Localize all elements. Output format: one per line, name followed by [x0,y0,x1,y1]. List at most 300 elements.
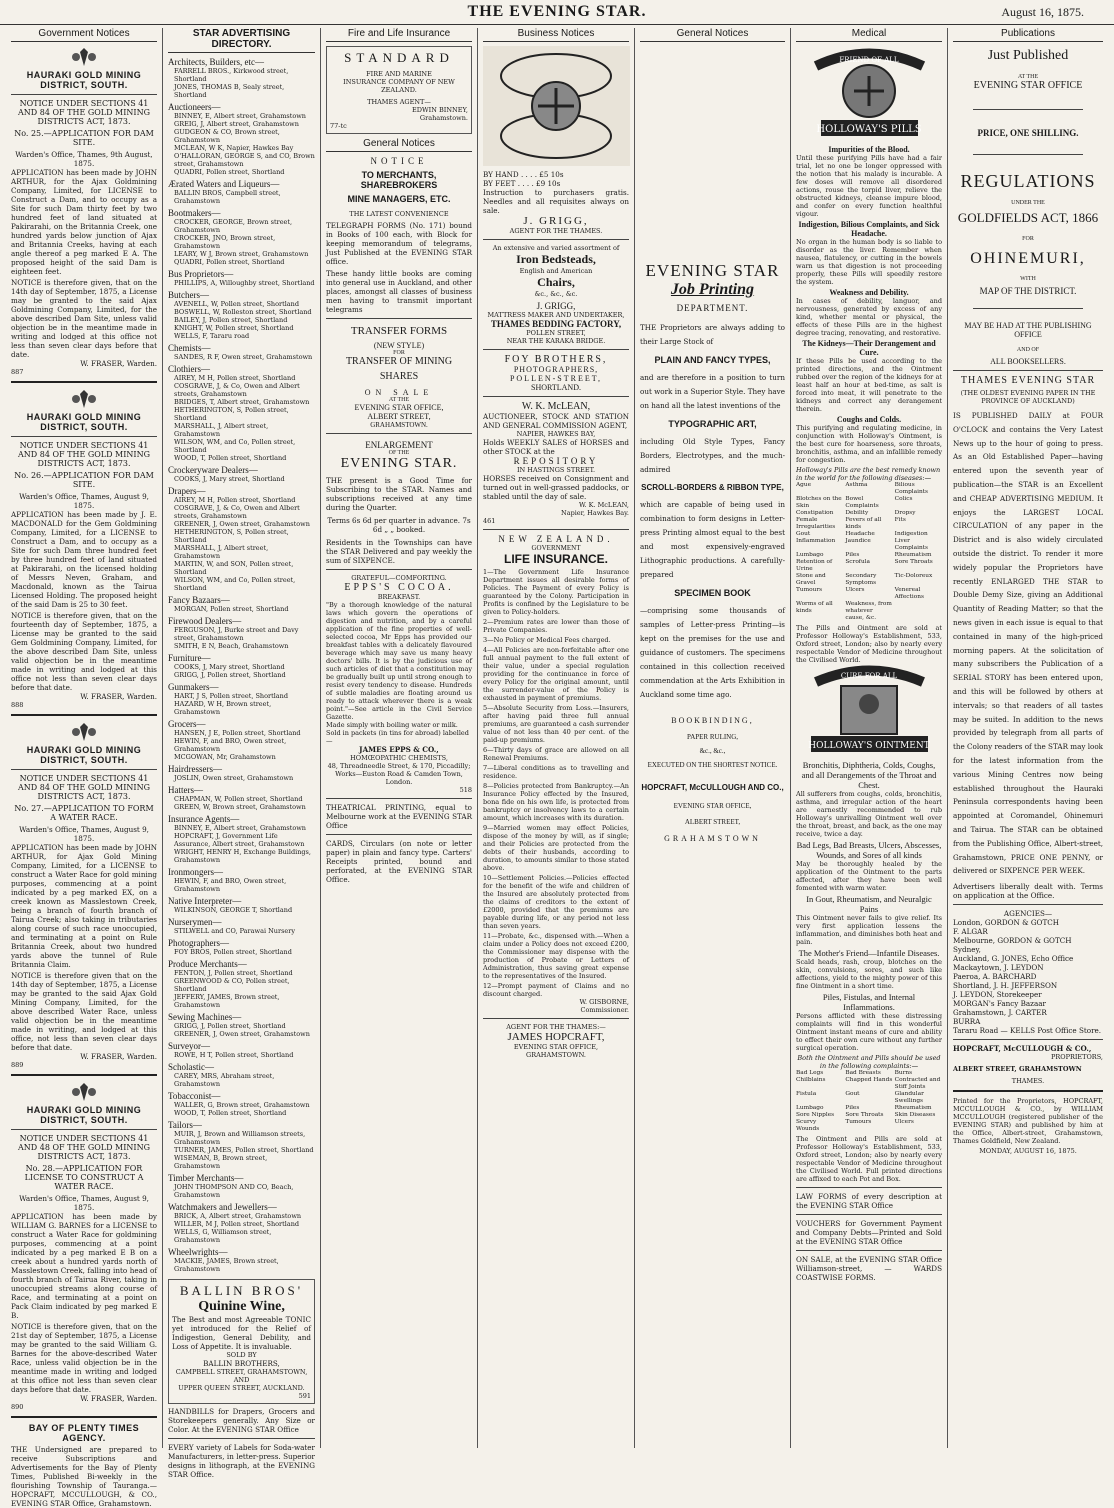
insurance-ref-number: 77-tc [330,122,347,130]
notice-title: HAURAKI GOLD MINING DISTRICT, SOUTH. [26,1105,142,1125]
mattress-maker: MATTRESS MAKER AND UNDERTAKER, [487,311,625,319]
disease-item: Fits [894,517,906,523]
printing-plain: PLAIN AND FANCY TYPES, [654,355,771,365]
mclean-sign: W. K. McLEAN, [578,501,629,509]
disease-item: Debility [845,510,869,516]
pollen-street: POLLEN STREET, [526,329,586,337]
foy-town: SHORTLAND. [531,383,581,392]
transfer-street: ALBERT STREET, [367,412,431,421]
printing-p5: —comprising some thousands of samples of Letter-press Printing—is kept on the premises for the use and guidance of customers. The specimens contained in this collection received commendation at the Arts Exhibition in Auckland some time ago. [640,606,785,699]
complaint-item: Sore Nipples [796,1112,835,1118]
cocoa-body: "By a thorough knowledge of the natural laws which govern the operations of digestion and nutrition, and by a careful application of the fine properties of well-selected cocoa, Mr Epps has provided our breakfast tables with a delicately flavoured beverage which may save us many heavy doctors' bills. It is by the judicious use of such articles of diet that a constitution may be gradually built up until strong enough to resist every tendency to disease. Hundreds of subtle maladies are floating around us ready to attack wherever there is a weak point."—See article in the Civil Service Gazette. [326,601,472,721]
directory-entry: AIREY, M H, Pollen street, Shortland [174,496,296,504]
cocoa-sold: Sold in packets (in tins for abroad) labelled— [326,729,469,745]
coat-of-arms-icon [69,1081,99,1103]
directory-entry: STILWELL and CO, Parawai Nursery [174,927,296,935]
cocoa-address: 48, Threadneedle Street, & 170, Piccadilly; Works—Euston Road & Camden Town, London. [327,762,471,786]
insurance-sub-1: FIRE AND MARINE [366,70,432,78]
printing-ruling: PAPER RULING, [686,733,739,741]
foy-sub: PHOTOGRAPHERS, [513,365,599,374]
directory-entry: AVENELL, W, Pollen street, Shortland [174,300,300,308]
piles-heading: Piles, Fistulas, and Internal Inflammations. [822,992,916,1012]
complaint-item: Gout [845,1091,860,1097]
printing-binding: BOOKBINDING, [671,716,754,725]
impurities-heading: Impurities of the Blood. [828,145,910,154]
disease-item: Blotches on the Skin [796,496,842,509]
directory-entry: WILLER, M J, Pollen street, Shortland [174,1220,300,1228]
disease-item: Rheumatism [894,552,932,558]
directory-entry: FENTON, J, Pollen street, Shortland [174,969,293,977]
both-intro: Both the Ointment and Pills should be used in the following complaints:— [797,1054,941,1070]
directory-category: Ironmongers— [168,867,223,877]
notice-number: No. 26.—APPLICATION FOR DAM SITE. [14,471,154,489]
directory-category: Nurserymen— [168,917,222,927]
notice-body-2: NOTICE is therefore given, that on the 14th day of September, 1875, a License may be granted to the said Ajax Goldmining Company, Limited, for the above described Dam Site, unless valid objection be in the meantime made in writing and lodged at this office not less than seven clear days before that date. [11,278,157,359]
life-insurance-item: 4—All Policies are non-forfeitable after one full annual payment to the full extent of their value, under a special regulation providing for the continuance in force of every Policy for the original amount, until the surrender-value of the Policy is exhausted in payment of premiums. [483,646,629,702]
directory-entry: MORGAN, Pollen street, Shortland [174,605,289,613]
chairs: Chairs, [537,275,575,289]
directory-category: Drapers— [168,486,206,496]
epps-cocoa-ad [326,574,472,794]
gov-notice-26 [11,388,157,709]
mclean-holds: Holds WEEKLY SALES of HORSES and other STOCK at the [483,438,629,456]
printing-p3: including Old Style Types, Fancy Borders, Electrotypes, and the much-admired [640,437,785,474]
complaint-item: Chilblains [796,1077,826,1083]
ad-body: The Best and most Agreeable TONIC yet introduced for the Relief of Indigestion, General Debility, and Loss of Appetite. It is invaluable. [172,1315,311,1351]
directory-category: Sewing Machines— [168,1012,242,1022]
agency-body: THE Undersigned are prepared to receive Subscriptions and Advertisements for the Bay of Plenty Times, Published Bi-weekly in the flourishing Township of Tauranga.—HOPCRAFT, MCCULLOUGH, & CO., EVENING STAR Office, Grahamstown. [11,1445,157,1508]
mclean-horses: HORSES received on Consignment and turned out in well-grassed paddocks, or stabled until the day of sale. [483,474,629,501]
indigestion-body: No organ in the human body is so liable to disorder as the liver. Remember when nausea, flatulency, or cutting in the bowels warn us that digestion is not proceeding properly, these Pills will speedily restore the system. [796,238,942,286]
transfer-title: TRANSFER FORMS [350,325,448,337]
life-insurance-item: 12—Prompt payment of Claims and no discount charged. [483,982,629,998]
coat-of-arms-icon [69,721,99,743]
directory-category: Chemists— [168,343,211,353]
notice-office: Warden's Office, Thames, August 9, 1875. [19,1194,149,1212]
agency-entry: J. LEYDON, Storekeeper [953,990,1042,1000]
disease-item: Stone and Gravel [796,573,826,586]
directory-category: Clothiers— [168,364,210,374]
imprint: Printed for the Proprietors, HOPCRAFT, MCCULLOUGH & CO., by WILLIAM MCCULLOUGH (registered publisher of the EVENING STAR) and published by him at the Office, Albert-street, Grahamstown, Thames Goldfield, New Zealand. [953,1097,1103,1146]
life-insurance-item: 6—Thirty days of grace are allowed on all Renewal Premiums. [483,746,629,762]
printing-office: EVENING STAR OFFICE, [673,802,752,810]
column-header: STAR ADVERTISING DIRECTORY. [168,28,315,53]
printing-p2: and are therefore in a position to turn out work in a Superior Style. They have on hand all the latest inventions of the [640,373,785,410]
agency-entry: Shortland, J. H. JEFFERSON [953,981,1058,991]
ad-seller: BALLIN BROTHERS, [203,1359,280,1368]
ointment-banner-text: HOLLOWAY'S OINTMENT [808,741,930,751]
cocoa-company: JAMES EPPS & CO., [359,745,439,754]
disease-item: Piles [845,552,860,558]
complaint-item: Skin Diseases [894,1112,936,1118]
indigestion-heading: Indigestion, Bilious Complaints, and Sick Headache. [798,220,940,238]
life-insurance-item: 1—The Government Life Insurance Department issues all desirable forms of Policies. The Payment of every Policy is guaranteed by the Colony. Participation in Profits is confined by the Legislature to be given to Policy-holders. [483,568,629,616]
notice-office: Warden's Office, Thames, August 9, 1875. [19,492,149,510]
column-government-notices [6,28,163,1508]
directory-entry: BALLIN BROS, Campbell street, Grahamstown [174,189,281,205]
enlargement-body: THE present is a Good Time for Subscribing to the STAR. Names and subscriptions received at any time during the Quarter. [326,476,472,512]
crest-banner-text: HOLLOWAY'S PILLS [816,124,922,135]
disease-item: Jaundice [845,538,871,544]
directory-entry: COSGRAVE, J, & Co, Owen and Albert streets, Grahamstown [174,504,300,520]
notice-signature: W. FRASER, Warden. [80,359,157,368]
transfer-shares: SHARES [379,371,419,382]
weakness-heading: Weakness and Debility. [829,288,909,297]
insurance-agent: THAMES AGENT— [367,98,431,106]
mclean-hastings: IN HASTINGS STREET. [516,466,596,474]
notice-body-2: NOTICE is therefore given that on the 14th day of September, 1875, a License may be granted to the said Ajax Gold Mining Company, Limited, for the above described Water Race, unless valid objection be in the meantime made in writing, and lodged at this office, not less than seven clear days before that date. [11,971,157,1052]
job-printing-ad [640,261,785,843]
complaint-item: Bad Legs [796,1070,824,1076]
enlargement-of: OF THE [388,450,410,456]
directory-category: Auctioneers— [168,102,221,112]
pubs-street: ALBERT STREET, GRAHAMSTOWN [953,1065,1082,1074]
disease-item: Weakness, from whatever cause, &c. [845,601,892,621]
life-role: Commissioner. [580,1006,629,1014]
transfer-office: EVENING STAR OFFICE, [354,403,444,412]
agency-entry: MORGAN's Fancy Bazaar [953,999,1046,1009]
directory-entry: QUADRI, Pollen street, Shortland [174,258,285,266]
life-town: GRAHAMSTOWN. [526,1051,586,1059]
column-header: General Notices [640,28,785,42]
directory-entry: MACKIE, JAMES, Brown street, Grahamstown [174,1257,279,1273]
crest-ribbon-text: FRIEND OF ALL [839,56,899,64]
disease-item: Dropsy [894,510,916,516]
coughs-heading: Coughs and Colds. [836,415,902,424]
ad-sold: SOLD BY [226,1351,257,1359]
pubs-for: FOR [1022,236,1034,242]
final-note: The Ointment and Pills are sold at Professor Holloway's Establishment, 533, Oxford street, London; also by nearly every respectable Vendor of Medicine throughout the Civilised World. Full printed directions are affixed to each Pot and Box. [796,1135,942,1183]
grigg-sewing-ad [483,170,629,235]
iron-bedsteads: Iron Bedsteads, [516,252,596,266]
notice-heading: NOTICE [370,156,428,166]
agency-entry: Sydney, [953,945,981,955]
printing-job: Job Printing [670,281,755,298]
directory-entry: WRIGHT, HENRY H, Exchange Buildings, Grahamstown [174,848,311,864]
directory-entry: LEARY, W J, Brown street, Grahamstown [174,250,309,258]
mclean-auctioneer-ad [483,401,629,525]
directory-entry: AIREY, M H, Pollen street, Shortland [174,374,296,382]
pubs-and: AND OF [1016,347,1040,353]
cocoa-ref-number: 518 [459,786,472,794]
directory-entry: WELLS, G, Williamson street, Grahamstown [174,1228,272,1244]
enlargement-terms: Terms 6s 6d per quarter in advance. 7s 6d „ „ booked. [327,516,471,534]
complaint-item: Tumours [845,1119,872,1125]
kidneys-body: If these Pills be used according to the printed directions, and the Ointment rubbed over the region of the kidneys for at least half an hour at bed-time, as salt is forced into meat, it will penetrate to the kidneys and correct any derangement therein. [796,357,942,413]
disease-item: Sore Throats [894,559,933,565]
ballin-quinine-wine-ad [168,1279,315,1404]
insurance-agent-name: EDWIN BINNEY, [412,106,468,114]
complaint-item: Fistula [796,1091,817,1097]
life-insurance-item: 8—Policies protected from Bankruptcy.—An Insurance Policy effected by the Insured, bona fide on his own life, is protected from bankruptcy or insolvency laws to a certain amount, which increases with its duration. [483,782,629,822]
enlargement-paper: EVENING STAR. [340,456,458,471]
agency-entry: Melbourne, GORDON & GOTCH [953,936,1072,946]
directory-category: Tobacconist— [168,1091,221,1101]
directory-entry: HETHERINGTON, S, Pollen street, Shortland [174,528,289,544]
directory-entry: QUADRI, Pollen street, Shortland [174,168,285,176]
transfer-of: TRANSFER OF MINING [345,356,453,367]
notice-subtitle: NOTICE UNDER SECTIONS 41 AND 84 OF THE GOLD MINING DISTRICTS ACT, 1873. [18,774,150,801]
notice-body: APPLICATION has been made by WILLIAM G. BARNES for a LICENSE to construct a Water Race for goldmining purposes, commencing at a point indicated by a peg marked E B on a creek about a hundred yards north of Masslestown Creek, falling into head of fourth branch of Tairua River, taking in unoccupied streams along course of Race, and terminating at a point on Pack Claim indicated by peg marked E B. [11,1212,157,1320]
printing-scroll: SCROLL-BORDERS & RIBBON TYPE, [641,483,784,492]
notice-office: Warden's Office, Thames, August 9, 1875. [19,825,149,843]
directory-entry: MCLEAN, W K, Napier, Hawkes Bay [174,144,294,152]
grigg-agent: AGENT FOR THE THAMES. [509,227,603,235]
pubs-with: WITH [1020,276,1036,282]
directory-entry: MARTIN, W, and SON, Pollen street, Shortland [174,560,294,576]
agency-entry: Mackaytown, J. LEYDON [953,963,1044,973]
transfer-town: GRAHAMSTOWN. [370,421,428,429]
directory-category: Photographers— [168,938,229,948]
cocoa-title: EPPS'S COCOA. [344,582,454,593]
mclean-ref-number: 461 [483,517,496,525]
disease-item: Inflammation [796,538,836,544]
directory-entry: BRICK, A, Albert street, Grahamstown [174,1212,302,1220]
directory-entry: MCGOWAN, Mr, Grahamstown [174,753,276,761]
cards-printing-ad: CARDS, Circulars (on note or letter paper) in plain and fancy type. Carters' Receipts printed, bound and perforated, at the EVENING STAR Office. [326,839,472,884]
life-insurance-item: 3—No Policy or Medical Fees charged. [483,636,611,644]
complaint-item: Wounds [796,1126,820,1132]
printing-etc: &c., &c., [699,747,726,755]
insurance-sub-3: ZEALAND. [381,86,417,94]
column-business-notices [478,28,635,1448]
directory-entry: GREEN, W, Brown street, Grahamstown [174,803,306,811]
directory-category: Timber Merchants— [168,1173,244,1183]
printing-title: EVENING STAR [645,261,780,280]
complaint-item: Contracted and Stiff Joints [894,1077,941,1090]
directory-entry: COOKS, J, Mary street, Shortland [174,475,285,483]
thames-evening-star: THAMES EVENING STAR [960,375,1096,386]
directory-entry: KNIGHT, W, Pollen street, Shortland [174,324,294,332]
agencies-list [953,918,1103,1035]
bay-of-plenty-agency [11,1423,157,1508]
directory-category: Ærated Waters and Liqueurs— [168,179,280,189]
disease-item: Headache [845,531,875,537]
insurance-sub-2: INSURANCE COMPANY OF NEW [343,78,455,86]
oldest-paper: (THE OLDEST EVENING PAPER IN THE PROVINCE OF AUCKLAND) [960,389,1096,405]
column-advertising-directory [163,28,321,1479]
transfer-style: (NEW STYLE) [373,341,425,350]
directory-entry: HETHERINGTON, S, Pollen street, Shortland [174,406,289,422]
legs-body: May be thoroughly healed by the application of the Ointment to the parts affected, after they have been well fomented with warm water. [796,860,942,892]
directory-category: Native Interpreter— [168,896,242,906]
life-insurance-item: 9—Married women may effect Policies, dispose of the money by will, as if single; and their Policies are protected from the debts of their husbands, according to duration, to amounts similar to those stated above. [483,824,629,872]
directory-entry: FARRELL BROS., Kirkwood street, Shortland [174,67,289,83]
directory-entry: JEFFERY, JAMES, Brown street, Grahamstown [174,993,280,1009]
directory-entry: BINNEY, E, Albert street, Grahamstown [174,824,306,832]
directory-entry: HEWIN, F, and BRO, Owen street, Grahamstown [174,737,287,753]
directory-entry: WOOD, T, Pollen street, Shortland [174,454,287,462]
directory-entry: CROCKER, JNO, Brown street, Grahamstown [174,234,276,250]
extensive-text: An extensive and varied assortment of [492,244,620,252]
complaint-item: Scurvy [796,1119,817,1125]
directory-entry: HOPCRAFT, J, Government Life Assurance, Albert street, Grahamstown [174,832,305,848]
directory-category: Hairdressers— [168,764,222,774]
sewing-machine-engraving-icon [483,46,630,166]
section-header: General Notices [326,138,472,152]
notice-number: No. 28.—APPLICATION FOR LICENSE TO CONSTRUCT A WATER RACE. [24,1164,144,1191]
disease-item: Female Irregularities [796,517,836,530]
column-header: Fire and Life Insurance [326,28,472,42]
goldfields-act: GOLDFIELDS ACT, 1866 [957,210,1099,225]
directory-entry: TURNER, JAMES, Pollen street, Shortland [174,1146,314,1154]
directory-category: Hatters— [168,785,203,795]
agency-title: BAY OF PLENTY TIMES AGENCY. [28,1423,140,1443]
transfer-forms-ad [326,325,472,429]
life-government: GOVERNMENT [531,544,581,552]
issue-date: August 16, 1875. [1001,5,1084,19]
weakness-body: In cases of debility, languor, and nervousness, generated by excess of any kind, whether mental or physical, the effects of these Pills are in the highest degree tracing, renovating, and restorative. [796,297,942,337]
labels-ad: EVERY variety of Labels for Soda-water Manufacturers, in letter-press. Superior designs in lithograph, at the EVENING STAR Office. [168,1443,315,1479]
just-published: Just Published [987,48,1069,63]
foy-street: POLLEN-STREET, [509,374,603,383]
complaint-item: Bad Breasts [845,1070,881,1076]
complaint-item: Chapped Hands [845,1077,893,1083]
notice-subtitle: NOTICE UNDER SECTIONS 41 AND 84 OF THE GOLD MINING DISTRICTS ACT, 1873. [18,99,150,126]
notice-signature: W. FRASER, Warden. [80,1394,157,1403]
grigg-name-2: J. GRIGG, [536,301,576,311]
directory-entry: WOOD, T, Pollen street, Shortland [174,1109,287,1117]
vouchers-ad: VOUCHERS for Government Payment and Company Debts—Printed and Sold at the EVENING STAR Office [796,1219,942,1246]
notice-body: APPLICATION has been made by J. E. MACDONALD for the Gem Goldmining Company, Limited, for a LICENSE to Construct a Dam, and to occupy as a Site for such Dam three hundred feet by three hundred feet of land situated at Pakirarahi, on the licensed holding of Messrs Neven, Graham, and Macdonald, known as the Tairua Licensed Holding. The proposed height of the said Dam is 25 to 30 feet. [11,510,157,609]
pubs-map: MAP OF THE DISTRICT. [979,286,1077,296]
mother-heading: The Mother's Friend—Infantile Diseases. [798,948,940,958]
insurance-title: STANDARD [344,50,454,65]
directory-entry: GUDGEON & CO, Brown street, Grahamstown [174,128,280,144]
directory-entry: WALLER, G, Brown street, Grahamstown [174,1101,310,1109]
pills-note: The Pills and Ointment are sold at Professor Holloway's Establishment, 533, Oxford street, London; also by nearly every respectable Vendor of Medicine throughout the Civilised World. [796,624,942,664]
printing-town: GRAHAMSTOWN [664,834,761,843]
column-header: Business Notices [483,28,629,42]
ad-heading: BALLIN BROS' [179,1283,304,1298]
on-sale-ad: ON SALE, at the EVENING STAR Office Williamson-street, — WARDS COASTWISE FORMS. [796,1255,942,1282]
directory-entry: BRIDGES, T, Albert street, Grahamstown [174,398,310,406]
disease-item: Secondary Symptoms [845,573,877,586]
directory-entry: MARSHALL, J, Albert street, Grahamstown [174,422,269,438]
directory-list [168,57,315,1273]
directory-entry: WISEMAN, B, Brown street, Grahamstown [174,1154,268,1170]
coat-of-arms-icon [69,388,99,410]
advertisers-text: Advertisers liberally dealt with. Terms on application at the Office. [953,882,1103,901]
cocoa-made: Made simply with boiling water or milk. [326,721,458,729]
disease-item: Ulcers [845,587,865,593]
column-header: Government Notices [11,28,157,42]
directory-entry: CROCKER, GEORGE, Brown street, Grahamstown [174,218,293,234]
ohinemuri: OHINEMURI, [970,250,1086,267]
notice-subtitle: NOTICE UNDER SECTIONS 41 AND 48 OF THE GOLD MINING DISTRICTS ACT, 1873. [18,1134,150,1161]
disease-item: Gout [796,531,811,537]
notice-ref-number: 889 [11,1061,24,1069]
notice-subtitle: NOTICE UNDER SECTIONS 41 AND 84 OF THE GOLD MINING DISTRICTS ACT, 1873. [18,441,150,468]
newspaper-title: THE EVENING STAR. [467,3,647,20]
pubs-thames: THAMES. [1011,1077,1045,1086]
directory-entry: BINNEY, E, Albert street, Grahamstown [174,112,306,120]
directory-entry: JONES, THOMAS B, Sealy street, Shortland [174,83,285,99]
directory-entry: O'HALLORAN, GEORGE S, and CO, Brown street, Grahamstown [174,152,315,168]
latest-convenience: THE LATEST CONVENIENCE [349,210,449,218]
disease-item: Colics [894,496,913,502]
agency-entry: London, GORDON & GOTCH [953,918,1060,928]
near-bridge: NEAR THE KARAKA BRIDGE. [506,337,606,345]
notice-body: APPLICATION has been made by JOHN ARTHUR, for the Ajax Goldmining Company, Limited, for LICENSE to Construct a Dam, and to occupy as a Site for such Dam thirty feet by two hundred feet of land situated at Pakirarahi, on the Britannia Creek, one hundred yards below junction of Ajax and Britannia Creeks, having at each angle thereof a peg marked E A. The proposed height of the said Dam is eighteen feet. [11,168,157,276]
government-life-insurance-ad [483,534,629,1059]
directory-category: Produce Merchants— [168,959,247,969]
directory-entry: WILKINSON, GEORGE T, Shortland [174,906,293,914]
enlargement-title: ENLARGEMENT [365,440,433,450]
directory-entry: COOKS, J, Mary street, Shortland [174,663,285,671]
directory-category: Gunmakers— [168,682,219,692]
piles-body: Persons afflicted with these distressing complaints will find in this wonderful Ointment instant means of cure and ability to effect their own cure without any further surgical operation. [796,1012,942,1052]
holloways-pills-crest-icon [796,46,943,141]
agency-entry: Auckland, G. JONES, Echo Office [953,954,1074,964]
gov-notice-27 [11,721,157,1069]
notice-title: HAURAKI GOLD MINING DISTRICT, SOUTH. [26,412,142,432]
life-items-list [483,568,629,998]
disease-item: Bilious Complaints [894,482,928,495]
directory-entry: WILSON, WM, and Co, Pollen street, Shortland [174,438,296,454]
gov-notice-28 [11,1081,157,1411]
agency-entry: Tararu Road — KELLS Post Office Store. [953,1026,1102,1036]
agency-entry: Paeroa, A. BARCHARD [953,972,1037,982]
enlargement-residents: Residents in the Townships can have the STAR Delivered and pay weekly the sum of SIXPENCE. [326,538,472,565]
law-forms-ad: LAW FORMS of every description at the EVENING STAR Office [796,1192,942,1210]
directory-entry: HANSEN, J E, Pollen street, Shortland [174,729,301,737]
price-by-hand: BY HAND . . . . £5 10s [483,170,564,179]
printing-dept: DEPARTMENT. [676,303,749,313]
life-insurance-item: 5—Absolute Security from Loss.—Insurers, after having paid three full annual premiums, are guaranteed a cash surrender value of not less than 40 per cent. of the paid-up premiums. [483,704,629,744]
pubs-price: PRICE, ONE SHILLING. [977,128,1079,138]
agency-entry: Grahamstown, J. CARTER [953,1008,1047,1018]
notice-ref-number: 888 [11,701,24,709]
directory-entry: FERGUSON, J, Burke street and Davy street, Grahamstown [174,626,299,642]
foy-brothers-ad [483,354,629,392]
standard-insurance-ad [326,46,472,134]
notice-title: HAURAKI GOLD MINING DISTRICT, SOUTH. [26,745,142,765]
merchants-heading: TO MERCHANTS, SHAREBROKERS [360,170,438,190]
life-insurance-item: 10—Settlement Policies.—Policies effected for the benefit of the wife and children of the Insured are absolutely protected from the claims of creditors to the extent of £2000, provided that the premiums are payable during life, or any period not less than seven years. [483,874,629,930]
directory-entry: BOSWELL, W, Rolleston street, Shortland [174,308,312,316]
theatrical-printing-ad: THEATRICAL PRINTING, equal to Melbourne work at the EVENING STAR Office [326,803,472,830]
life-title: LIFE INSURANCE. [503,552,608,566]
disease-item: Ague [796,482,812,488]
notice-signature: W. FRASER, Warden. [80,1052,157,1061]
printing-executed: EXECUTED ON THE SHORTEST NOTICE. [647,761,778,769]
notice-office: Warden's Office, Thames, 9th August, 1875. [15,150,153,168]
directory-entry: WELLS, F, Tararu road [174,332,250,340]
directory-entry: GRIGG, J, Pollen street, Shortland [174,671,286,679]
directory-category: Surveyor— [168,1041,210,1051]
notice-ref-number: 887 [11,368,24,376]
telegraph-forms-text: TELEGRAPH FORMS (No. 171) bound in Books of 100 each, with Block for keeping memorandum of telegrams, Just Published at the EVENING STAR office. [326,221,472,266]
complaint-item: Sore Throats [845,1112,884,1118]
ad-ref-number: 591 [298,1392,311,1400]
ad-product: Quinine Wine, [198,1299,285,1314]
ad-address-2: UPPER QUEEN STREET, AUCKLAND. [178,1384,305,1392]
insurance-agent-place: Grahamstown. [419,114,468,122]
instruction-text: Instruction to purchasers gratis. Needles and all requisites always on sale. [483,188,629,215]
pubs-sellers: ALL BOOKSELLERS. [990,357,1066,366]
directory-category: Tailors— [168,1120,202,1130]
cocoa-breakfast: BREAKFAST. [377,593,421,601]
directory-entry: BAILEY, J, Pollen street, Shortland [174,316,288,324]
disease-item: Venereal Affections [894,587,924,600]
directory-entry: COSGRAVE, J, & Co, Owen and Albert streets, Grahamstown [174,382,300,398]
life-nz: NEW ZEALAND. [498,534,614,544]
enlargement-ad [326,440,472,565]
regulations-heading: REGULATIONS [960,171,1096,191]
gout-heading: In Gout, Rheumatism, and Neuralgic Pains [806,894,932,914]
directory-entry: HART, J S, Pollen street, Shortland [174,692,289,700]
